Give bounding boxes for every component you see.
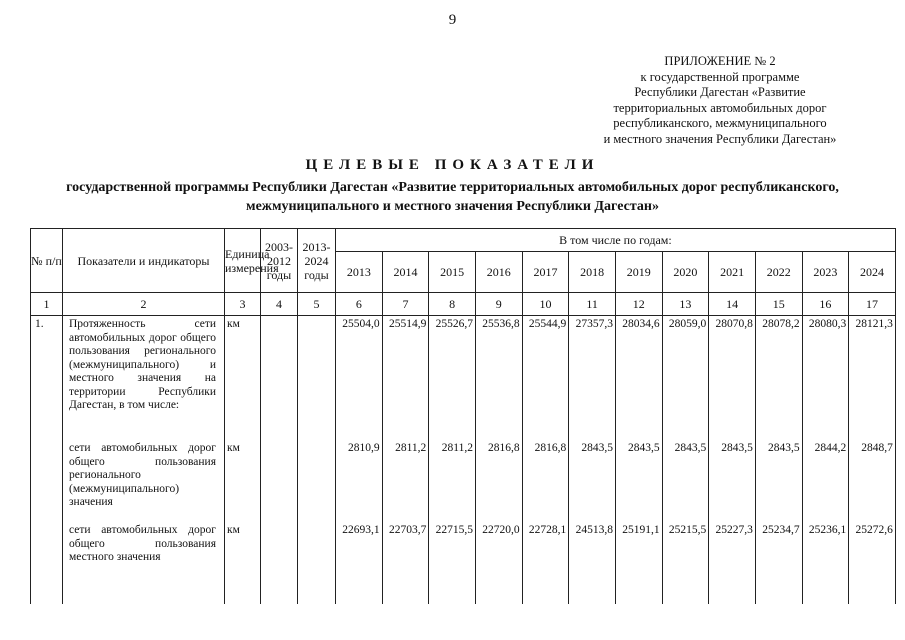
header-year: 2014 [382, 252, 429, 293]
header-period-2013-2024: 2013-2024 годы [298, 229, 336, 293]
year-value-cell: 27357,3 [569, 316, 616, 429]
year-value-cell: 25526,7 [429, 316, 476, 429]
period-2013-2024-cell [298, 428, 336, 510]
year-value-cell: 25191,1 [615, 510, 662, 604]
year-value-cell: 24513,8 [569, 510, 616, 604]
year-value-cell: 25215,5 [662, 510, 709, 604]
year-value-cell: 2843,5 [662, 428, 709, 510]
year-value-cell: 22715,5 [429, 510, 476, 604]
year-value-cell: 2843,5 [615, 428, 662, 510]
year-value-cell: 28078,2 [755, 316, 802, 429]
appendix-line: и местного значения Республики Дагестан» [603, 131, 837, 146]
column-number: 17 [849, 293, 896, 316]
document-subtitle: государственной программы Республики Дагестан «Развитие территориальных автомобильных дорог республиканского, межмуниципального и местного значения Республики Дагестан» [66, 180, 839, 214]
header-year: 2015 [429, 252, 476, 293]
year-value-cell: 2816,8 [522, 428, 569, 510]
column-number: 13 [662, 293, 709, 316]
header-year: 2020 [662, 252, 709, 293]
period-2003-2012-cell [261, 428, 298, 510]
column-number: 4 [261, 293, 298, 316]
header-year: 2024 [849, 252, 896, 293]
column-number: 1 [31, 293, 63, 316]
header-no: № п/п [31, 229, 63, 293]
table-row [31, 510, 896, 604]
column-number: 10 [522, 293, 569, 316]
header-indicator: Показатели и индикаторы [63, 229, 225, 293]
appendix-block [560, 54, 880, 147]
header-year: 2023 [802, 252, 849, 293]
year-value-cell: 2811,2 [429, 428, 476, 510]
header-period-2003-2012: 2003-2012 годы [261, 229, 298, 293]
header-year: 2013 [336, 252, 383, 293]
period-2003-2012-cell [261, 510, 298, 604]
year-value-cell: 22728,1 [522, 510, 569, 604]
table-row [31, 316, 896, 429]
unit-cell: км [225, 510, 261, 604]
row-number [31, 428, 63, 510]
year-value-cell: 25272,6 [849, 510, 896, 604]
header-unit: Единица измерения [225, 229, 261, 293]
year-value-cell: 25504,0 [336, 316, 383, 429]
header-year: 2016 [475, 252, 522, 293]
header-year: 2018 [569, 252, 616, 293]
year-value-cell: 28059,0 [662, 316, 709, 429]
column-number: 2 [63, 293, 225, 316]
column-number: 3 [225, 293, 261, 316]
year-value-cell: 2843,5 [709, 428, 756, 510]
year-value-cell: 22693,1 [336, 510, 383, 604]
column-number: 16 [802, 293, 849, 316]
column-number: 11 [569, 293, 616, 316]
column-number: 12 [615, 293, 662, 316]
header-year: 2021 [709, 252, 756, 293]
header-year: 2022 [755, 252, 802, 293]
appendix-line: Республики Дагестан «Развитие [634, 85, 806, 99]
year-value-cell: 2843,5 [755, 428, 802, 510]
year-value-cell: 28034,6 [615, 316, 662, 429]
unit-cell: км [225, 316, 261, 429]
period-2013-2024-cell [298, 316, 336, 429]
column-number: 15 [755, 293, 802, 316]
year-value-cell: 2816,8 [475, 428, 522, 510]
indicator-name: сети автомобильных дорог общего пользования регионального (межмуниципального) значения [63, 428, 225, 510]
year-value-cell: 25236,1 [802, 510, 849, 604]
header-year: 2019 [615, 252, 662, 293]
row-number [31, 510, 63, 604]
year-value-cell: 25536,8 [475, 316, 522, 429]
year-value-cell: 2843,5 [569, 428, 616, 510]
year-value-cell: 25544,9 [522, 316, 569, 429]
year-value-cell: 22703,7 [382, 510, 429, 604]
indicator-name: Протяженность сети автомобильных дорог общего пользования регионального (межмуниципального) и местного значения на территории Республики Дагестан, в том числе: [63, 316, 225, 429]
appendix-line: ПРИЛОЖЕНИЕ № 2 [664, 54, 776, 68]
unit-cell: км [225, 428, 261, 510]
year-value-cell: 25227,3 [709, 510, 756, 604]
year-value-cell: 2811,2 [382, 428, 429, 510]
column-number: 8 [429, 293, 476, 316]
year-value-cell: 25234,7 [755, 510, 802, 604]
period-2013-2024-cell [298, 510, 336, 604]
column-number: 14 [709, 293, 756, 316]
year-value-cell: 28121,3 [849, 316, 896, 429]
page-number: 9 [448, 12, 457, 28]
year-value-cell: 2844,2 [802, 428, 849, 510]
year-value-cell: 2848,7 [849, 428, 896, 510]
appendix-line: республиканского, межмуниципального [613, 116, 827, 130]
year-value-cell: 25514,9 [382, 316, 429, 429]
appendix-line: к государственной программе [640, 69, 800, 84]
column-number: 5 [298, 293, 336, 316]
indicator-name: сети автомобильных дорог общего пользования местного значения [63, 510, 225, 604]
column-number: 7 [382, 293, 429, 316]
row-number: 1. [31, 316, 63, 429]
document-title: ЦЕЛЕВЫЕ ПОКАЗАТЕЛИ [305, 157, 600, 173]
year-value-cell: 28070,8 [709, 316, 756, 429]
column-number: 6 [336, 293, 383, 316]
year-value-cell: 2810,9 [336, 428, 383, 510]
table-row [31, 428, 896, 510]
period-2003-2012-cell [261, 316, 298, 429]
indicators-table [30, 228, 896, 604]
column-number: 9 [475, 293, 522, 316]
header-year: 2017 [522, 252, 569, 293]
header-by-years: В том числе по годам: [336, 229, 896, 252]
year-value-cell: 28080,3 [802, 316, 849, 429]
appendix-line: территориальных автомобильных дорог [613, 100, 827, 115]
year-value-cell: 22720,0 [475, 510, 522, 604]
